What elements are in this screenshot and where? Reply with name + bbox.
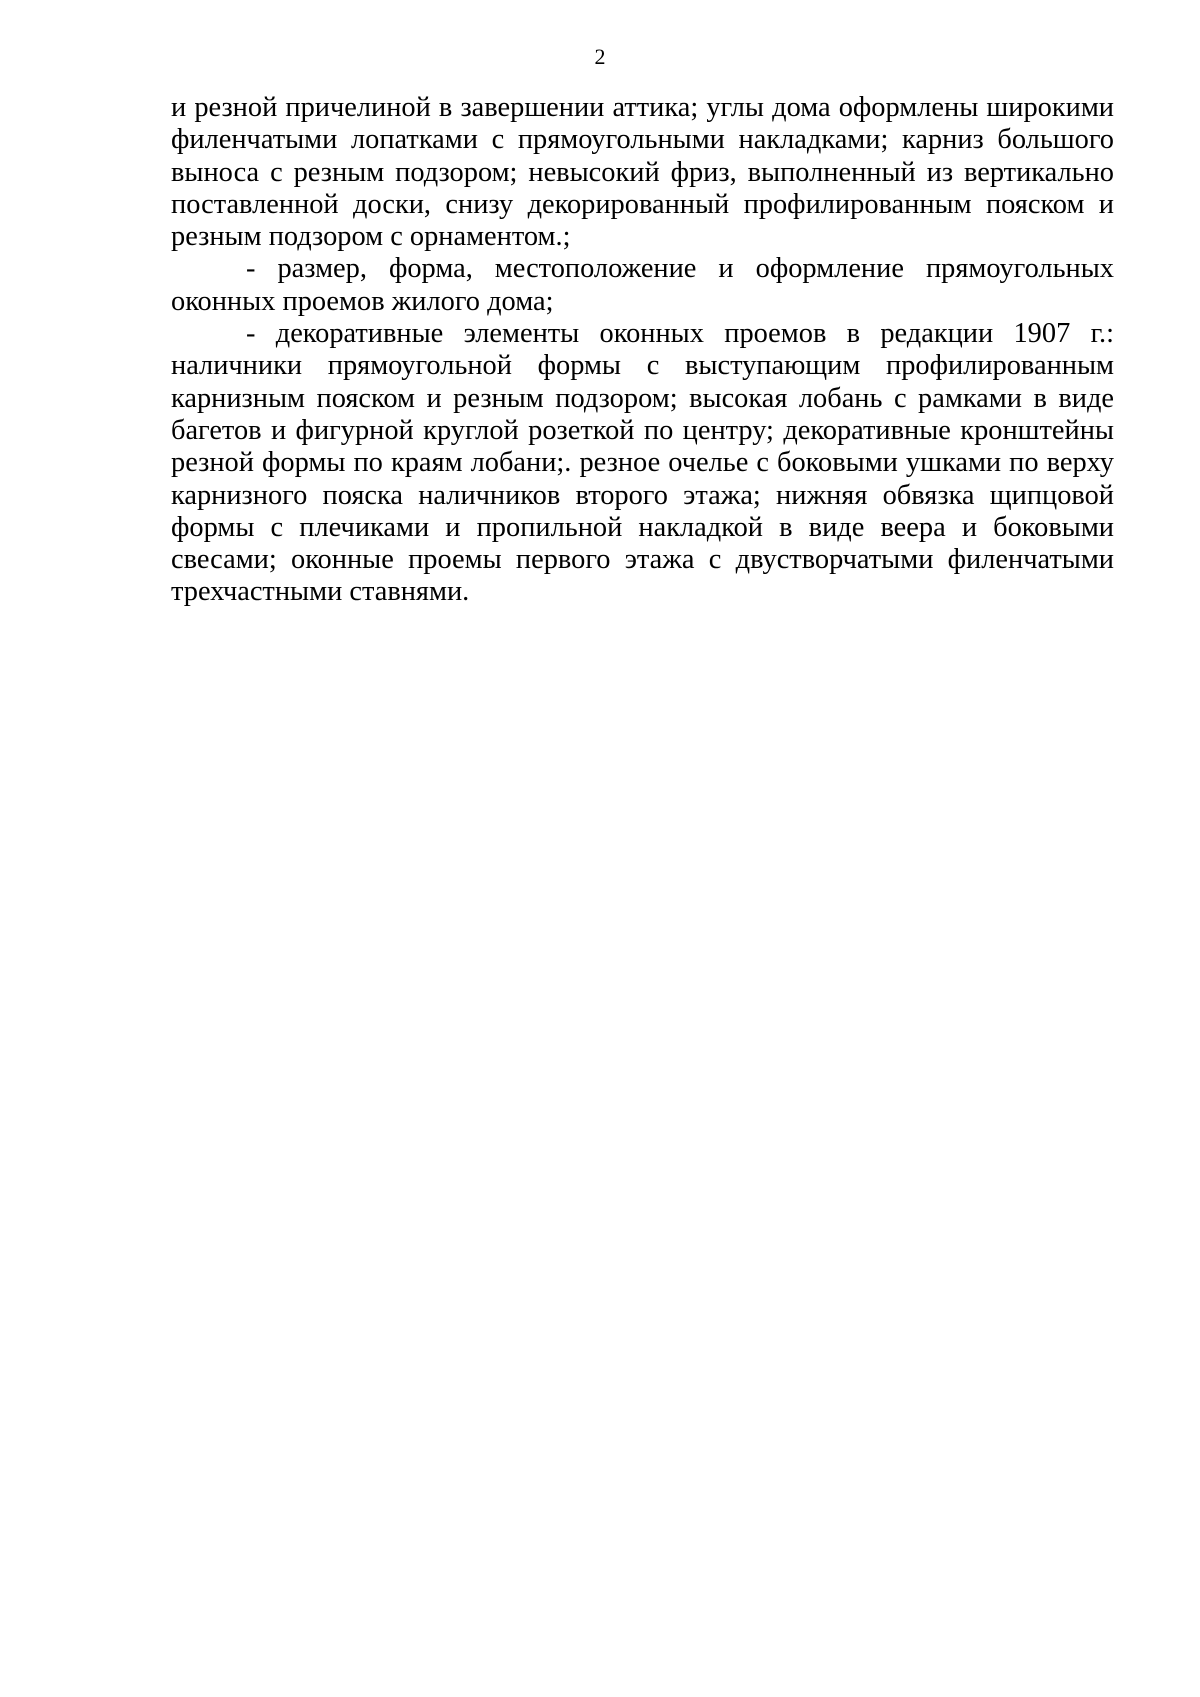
paragraph-attic-decor: и резной причелиной в завершении аттика; углы дома оформлены широкими филенчатыми лопатками с прямоугольными накладками; карниз большого выноса с резным подзором; невысокий фриз, выполненный из вертикально поставленной доски, снизу декорированный профилированным пояском и резным подзором с орнаментом.; [171,92,1114,253]
paragraph-window-decor: - декоративные элементы оконных проемов в редакции 1907 г.: наличники прямоугольной формы с выступающим профилированным карнизным пояском и резным подзором; высокая лобань с рамками в виде багетов и фигурной круглой розеткой по центру; декоративные кронштейны резной формы по краям лобани;. резное очелье с боковыми ушками по верху карнизного пояска наличников второго этажа; нижняя обвязка щипцовой формы с плечиками и пропильной накладкой в виде веера и боковыми свесами; оконные проемы первого этажа с двустворчатыми филенчатыми трехчастными ставнями. [171,318,1114,608]
paragraph-window-openings: - размер, форма, местоположение и оформление прямоугольных оконных проемов жилого дома; [171,253,1114,317]
page-number: 2 [594,44,606,69]
document-body [171,92,1114,609]
